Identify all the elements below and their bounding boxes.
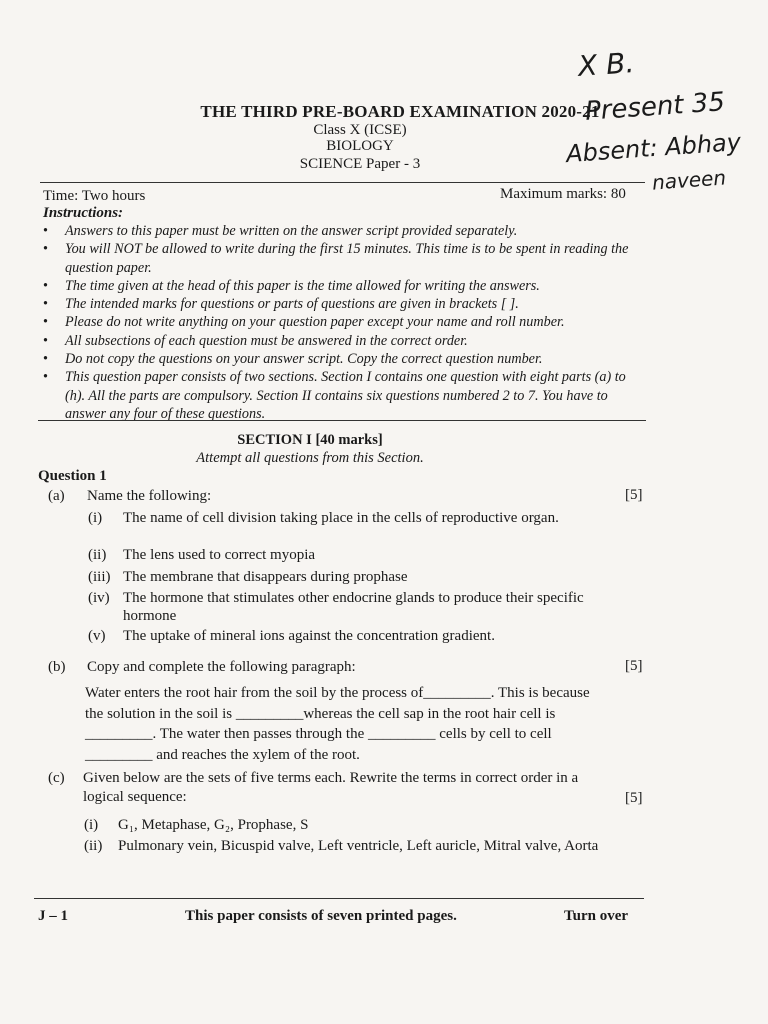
- item-number: (ii): [84, 838, 103, 854]
- instructions-divider: [38, 420, 646, 421]
- page-count-note: This paper consists of seven printed pages.: [185, 908, 457, 924]
- section-title: SECTION I [40 marks]: [237, 432, 383, 448]
- part-a-marks: [5]: [625, 487, 643, 503]
- instruction-item: • This question paper consists of two sections. Section I contains one question with eight parts (a) to (h). All the parts are compulsory. Section II contains six questions numbered 2 to 7. You have to answer any four of these questions.: [40, 368, 645, 423]
- instruction-item: • The intended marks for questions or parts of questions are given in brackets [ ].: [40, 295, 645, 313]
- instruction-item: • Do not copy the questions on your answer script. Copy the correct question number.: [40, 350, 645, 368]
- item-text: The lens used to correct myopia: [123, 547, 316, 563]
- item-number: (iii): [88, 569, 111, 585]
- instructions-list: [40, 222, 645, 423]
- item-number: (i): [84, 817, 99, 833]
- part-b-marks: [5]: [625, 658, 643, 674]
- item-text: Pulmonary vein, Bicuspid valve, Left ventricle, Left auricle, Mitral valve, Aorta: [118, 838, 599, 854]
- footer-divider: [34, 898, 644, 899]
- part-a-text: Name the following:: [87, 488, 212, 504]
- item-text: G₁, Metaphase, G₂, Prophase, S: [118, 817, 309, 833]
- part-c-text: Given below are the sets of five terms each. Rewrite the terms in correct order in a logical sequence:: [83, 770, 579, 805]
- instruction-item: • The time given at the head of this paper is the time allowed for writing the answers.: [40, 277, 645, 295]
- instruction-item: • Please do not write anything on your question paper except your name and roll number.: [40, 313, 645, 331]
- handwritten-present: Present 35: [584, 87, 726, 127]
- instruction-item: • You will NOT be allowed to write during the first 15 minutes. This time is to be spent in reading the question paper.: [40, 240, 645, 277]
- section-subtitle: Attempt all questions from this Section.: [196, 450, 424, 466]
- instructions-heading: Instructions:: [43, 205, 124, 221]
- maximum-marks: Maximum marks: 80: [500, 186, 626, 202]
- part-b-label: (b): [48, 659, 66, 675]
- question-label: Question 1: [38, 468, 107, 484]
- time-allowed: Time: Two hours: [43, 188, 146, 204]
- item-number: (v): [88, 628, 106, 644]
- part-c-label: (c): [48, 770, 65, 786]
- item-text: The uptake of mineral ions against the concentration gradient.: [123, 628, 495, 644]
- part-b-paragraph: Water enters the root hair from the soil by the process of_________. This is because the solution in the soil is _________whereas the cell sap in the root hair cell is _________. The water then passes through the _________ cells by cell to cell _________ and reaches the xylem of the root.: [85, 685, 590, 763]
- turn-over: Turn over: [564, 908, 629, 924]
- handwritten-absent: Absent: Abhay: [565, 127, 742, 169]
- item-number: (i): [88, 510, 103, 526]
- item-text: The name of cell division taking place in the cells of reproductive organ.: [123, 510, 559, 526]
- exam-paper: SCIENCE Paper - 3: [299, 156, 421, 172]
- page-code: J – 1: [38, 908, 68, 924]
- header-divider: [40, 182, 645, 183]
- item-text: The membrane that disappears during prophase: [123, 569, 408, 585]
- item-text: The hormone that stimulates other endocrine glands to produce their specific hormone: [123, 590, 584, 624]
- exam-class: Class X (ICSE): [313, 122, 407, 138]
- item-number: (iv): [88, 590, 110, 606]
- exam-title: THE THIRD PRE-BOARD EXAMINATION 2020-21: [200, 102, 600, 121]
- part-a-label: (a): [48, 488, 65, 504]
- exam-subject: BIOLOGY: [326, 138, 394, 154]
- item-number: (ii): [88, 547, 107, 563]
- handwritten-class: X B.: [576, 46, 636, 83]
- instruction-item: • Answers to this paper must be written on the answer script provided separately.: [40, 222, 645, 240]
- handwritten-absent-name: naveen: [651, 165, 727, 195]
- part-c-marks: [5]: [625, 790, 643, 806]
- instruction-item: • All subsections of each question must be answered in the correct order.: [40, 332, 645, 350]
- part-b-text: Copy and complete the following paragraph:: [87, 659, 356, 675]
